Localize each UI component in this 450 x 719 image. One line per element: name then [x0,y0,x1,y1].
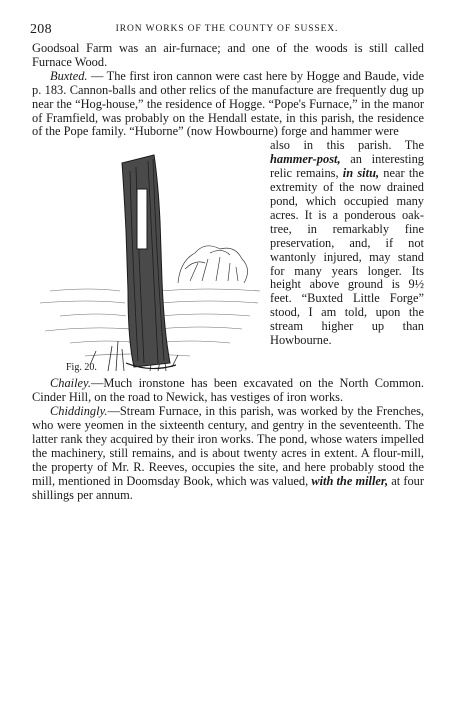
term-in-situ: in situ, [342,166,380,181]
paragraph-chiddingly [32,405,424,502]
running-head: IRON WORKS OF THE COUNTY OF SUSSEX. [115,24,339,34]
figure-wrap-block [32,139,424,377]
figure-caption: Fig. 20. [66,362,97,374]
page-number: 208 [30,22,52,37]
wrap-text-a: also in this parish. The [270,138,424,153]
heading-buxted: Buxted. [50,68,88,83]
page-header [30,22,424,38]
oak-post-shape [122,155,170,367]
bush-sketch [178,246,248,283]
page-body [32,42,424,503]
chiddingly-text-a: —Stream Furnace, in this parish, was worked by the Frenches, who were yeomen in the sixteenth century, and gentry in the seventeenth. The latter rank they acquired by their iron works. The pond, whose waters impelled the machinery, still remains, and is about twenty acres in extent. A flour-mill, the property of Mr. R. Reeves, occupies the site, and here probably stood the mill, mentioned in Doomsday Book, which was valued, [32,404,424,488]
wrap-text-c: near the extremity of the now drained pond, which occupied many acres. It is a ponderous oak-tree, in remarkably fine preservation, and, if not wantonly injured, may stand for many years longer. Its height above ground is 9½ feet. “Buxted Little Forge” stood, I am told, upon the stream higher up than Howbourne. [270,166,424,348]
paragraph-goodsoal: Goodsoal Farm was an air-furnace; and one of the woods is still called Furnace Wood. [32,41,424,69]
wrap-text-b: an interesting relic remains, [270,152,424,181]
heading-chiddingly: Chiddingly. [50,404,108,419]
heading-chailey: Chailey. [50,376,91,391]
buxted-text: — The first iron cannon were cast here by Hogge and Baude, vide p. 183. Cannon-balls and other relics of the manufacture are frequently dug up near the “Hog-house,” the residence of Hogge. “Pope's Furnace,” in the manor of Framfield, was probably on the Hendall estate, in this parish, the residence of the Pope family. “Huborne” (now Howbourne) forge and hammer were [32,68,424,139]
post-slot [137,189,147,249]
hammer-post-figure [30,141,264,377]
chailey-text: —Much ironstone has been excavated on the North Common. Cinder Hill, on the road to Newick, has vestiges of iron works. [32,376,424,405]
hammer-post-illustration [30,141,264,377]
term-hammer-post: hammer-post, [270,152,341,167]
paragraph-chailey [32,377,424,405]
paragraph-buxted [32,70,424,140]
term-with-the-miller: with the miller, [311,473,389,488]
chiddingly-text-b: at four shillings per annum. [32,473,424,502]
